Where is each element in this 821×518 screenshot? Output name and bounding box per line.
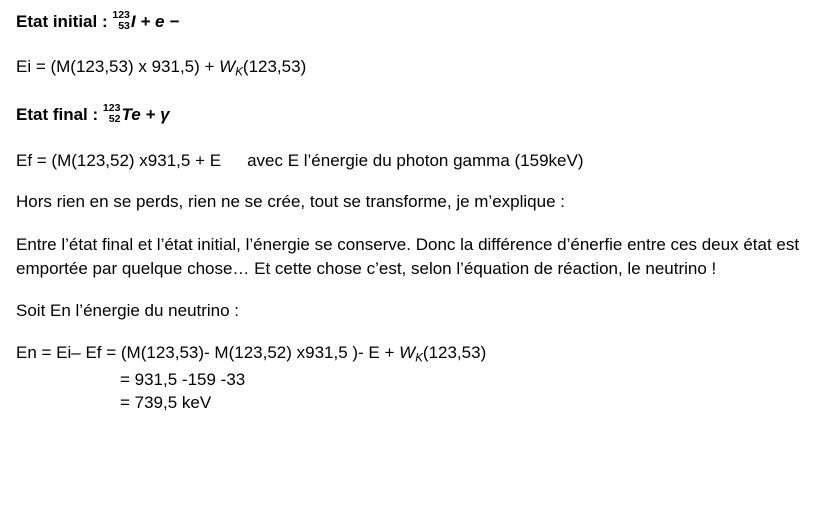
- spacer-5: [16, 215, 821, 233]
- ef-equation-comment: avec E l’énergie du photon gamma (159keV): [247, 150, 584, 170]
- spacer-1: [16, 34, 821, 56]
- nuclide-mass-number: 123: [112, 9, 130, 21]
- initial-state-electron: + e −: [135, 12, 180, 32]
- nuclide-symbol-tellurium: Te: [121, 105, 141, 125]
- ef-equation-text: Ef = (M(123,52) x931,5 + E: [16, 150, 222, 170]
- spacer-3: [16, 128, 821, 150]
- spacer-2: [16, 81, 821, 103]
- paragraph-2: Entre l’état final et l’état initial, l’énergie se conserve. Donc la différence d’énerfie entre ces deux état est emportée par quelque chose… Et cette chose c’est, selon l’équation de réaction, le neutrino !: [16, 234, 800, 278]
- nuclide-tellurium-numbers: [103, 103, 121, 125]
- binding-energy-subscript: K: [415, 352, 423, 365]
- nuclide-atomic-number: 53: [118, 19, 130, 32]
- en-equation-prefix: En = Ei– Ef = (M(123,53)- M(123,52) x931,5 )- E +: [16, 342, 400, 362]
- ef-equation-line: [16, 150, 821, 173]
- ei-equation-prefix: Ei = (M(123,53) x 931,5) +: [16, 57, 220, 77]
- spacer-4: [16, 172, 821, 190]
- binding-energy-args: (123,53): [422, 342, 487, 362]
- binding-energy-symbol: W: [399, 342, 416, 362]
- en-equation-group: [16, 341, 821, 415]
- en-equation-line: [16, 341, 821, 368]
- nuclide-symbol-iodine: I: [130, 12, 136, 32]
- initial-state-line: [16, 10, 821, 34]
- final-state-gamma: + γ: [140, 105, 170, 125]
- binding-energy-args: (123,53): [242, 57, 307, 77]
- final-state-label: Etat final :: [16, 105, 103, 125]
- en-result-line-2: = 739,5 keV: [120, 393, 212, 413]
- paragraph-3: Soit En l’énergie du neutrino :: [16, 300, 240, 320]
- spacer-7: [16, 323, 821, 341]
- nuclide-atomic-number: 52: [108, 113, 121, 126]
- final-state-line: [16, 103, 821, 127]
- paragraph-1: Hors rien en se perds, rien ne se crée, tout se transforme, je m’explique :: [16, 192, 565, 212]
- nuclide-mass-number: 123: [102, 102, 121, 115]
- nuclide-iodine-numbers: [112, 10, 130, 32]
- en-result-line-1: = 931,5 -159 -33: [120, 369, 246, 389]
- spacer-6: [16, 281, 821, 299]
- ei-equation-line: [16, 56, 821, 81]
- initial-state-label: Etat initial :: [16, 12, 113, 32]
- binding-energy-symbol: W: [219, 57, 236, 77]
- binding-energy-subscript: K: [235, 66, 243, 79]
